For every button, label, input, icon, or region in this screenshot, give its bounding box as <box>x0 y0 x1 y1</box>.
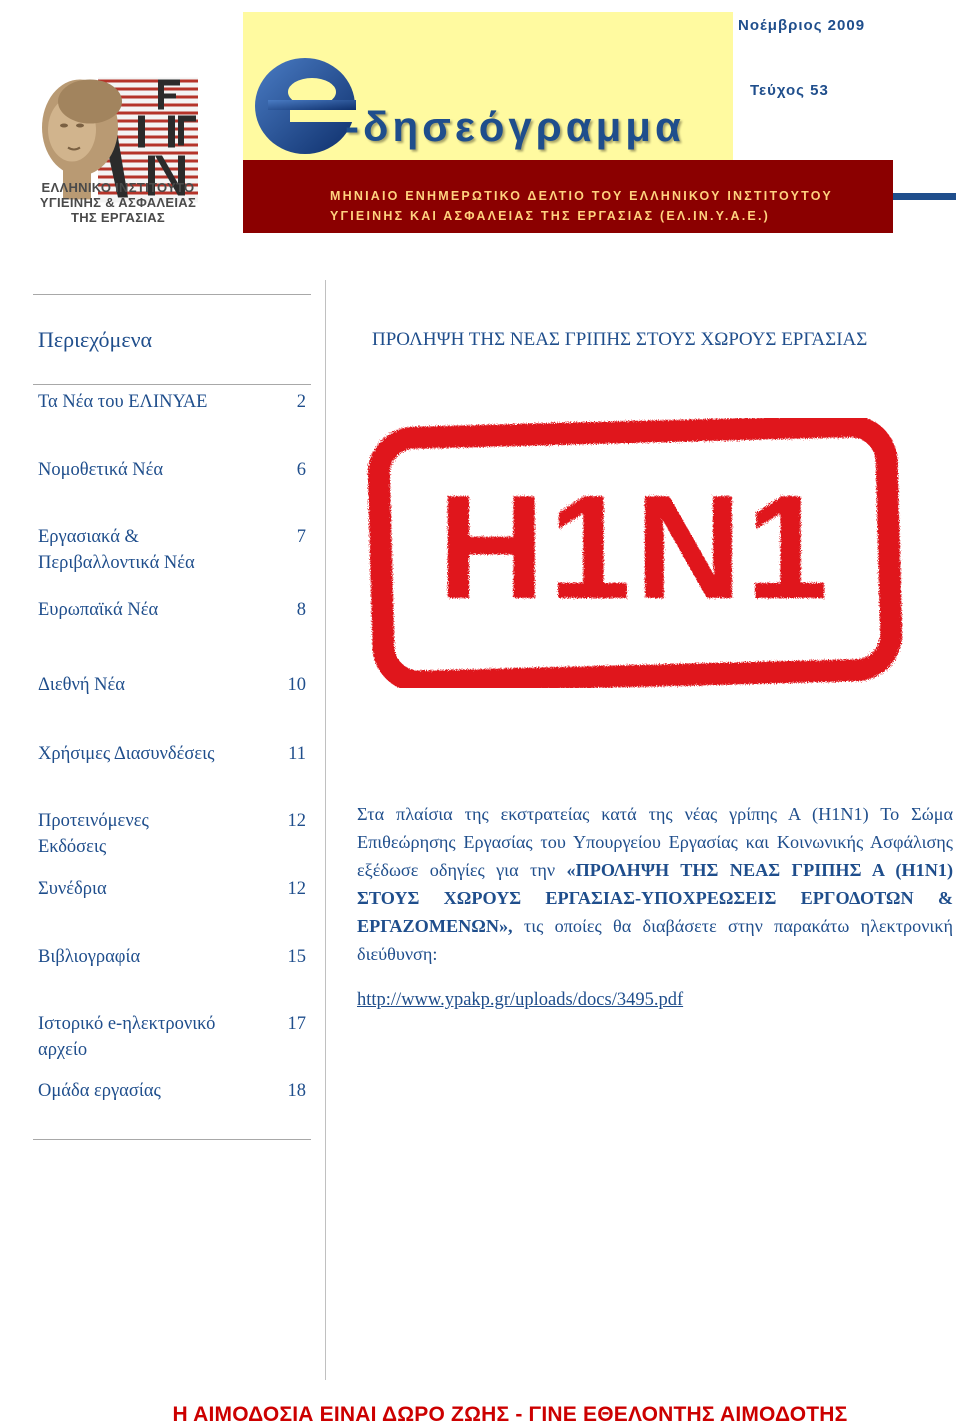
toc-item-legislation-news[interactable]: Νομοθετικά Νέα <box>38 460 164 480</box>
toc-heading-rule <box>33 384 311 385</box>
toc-bottom-rule <box>33 1139 311 1140</box>
issue-number: Τεύχος 53 <box>750 82 829 99</box>
toc-page-number: 2 <box>296 392 306 412</box>
article-body-bold-title: «ΠΡΟΛΗΨΗ ΤΗΣ ΝΕΑΣ ΓΡΙΠΗΣ Α (Η1Ν1) ΣΤΟΥΣ ΧΩΡΟΥΣ ΕΡΓΑΣΙΑΣ-ΥΠΟΧΡΕΩΣΕΙΣ ΕΡΓΟΔΟΤΩΝ & ΕΡΓΑΖΟΜΕΝΩΝ», <box>357 860 953 936</box>
newsletter-title: -δησεόγραμμα <box>345 103 685 150</box>
h1n1-stamp-image <box>363 418 903 688</box>
e-logo-icon <box>250 48 360 158</box>
toc-page-number: 18 <box>287 1081 306 1101</box>
issue-date: Νοέμβριος 2009 <box>738 17 866 34</box>
toc-item-archive[interactable]: Ιστορικό e-ηλεκτρονικό αρχείο <box>38 1014 216 1060</box>
toc-item-useful-links[interactable]: Χρήσιμες Διασυνδέσεις <box>38 744 215 764</box>
toc-page-number: 12 <box>287 879 306 899</box>
toc-page-number: 11 <box>288 744 306 764</box>
subtitle-line-2: ΥΓΙΕΙΝΗΣ ΚΑΙ ΑΣΦΑΛΕΙΑΣ ΤΗΣ ΕΡΓΑΣΙΑΣ (ΕΛ.ΙΝ.Υ.Α.Ε.) <box>330 209 770 223</box>
toc-page-number: 12 <box>287 811 306 831</box>
toc-item-working-group[interactable]: Ομάδα εργασίας <box>38 1081 161 1101</box>
toc-item-european-news[interactable]: Ευρωπαϊκά Νέα <box>38 600 159 620</box>
footer-slogan: Η ΑΙΜΟΔΟΣΙΑ ΕΙΝΑΙ ΔΩΡΟ ΖΩΗΣ - ΓΙΝΕ ΕΘΕΛΟΝΤΗΣ ΑΙΜΟΔΟΤΗΣ <box>172 1403 848 1426</box>
toc-top-rule <box>33 294 311 295</box>
toc-page-number: 6 <box>296 460 306 480</box>
toc-item-bibliography[interactable]: Βιβλιογραφία <box>38 947 141 967</box>
toc-item-recommended-publications[interactable]: Προτεινόμενες Εκδόσεις <box>38 811 149 857</box>
toc-page-number: 15 <box>287 947 306 967</box>
document-link[interactable]: http://www.ypakp.gr/uploads/docs/3495.pdf <box>357 990 684 1010</box>
newsletter-subtitle <box>330 186 833 226</box>
stamp-text: H1N1 <box>437 465 833 630</box>
logo-caption-line: ΕΛΛΗΝΙΚΟ ΙΝΣΤΙΤΟΥΤΟ <box>41 180 195 195</box>
toc-page-number: 7 <box>296 527 306 547</box>
article-heading: ΠΡΟΛΗΨΗ ΤΗΣ ΝΕΑΣ ΓΡΙΠΗΣ ΣΤΟΥΣ ΧΩΡΟΥΣ ΕΡΓΑΣΙΑΣ <box>372 329 868 350</box>
toc-item-conferences[interactable]: Συνέδρια <box>38 879 107 899</box>
toc-heading: Περιεχόμενα <box>38 327 153 352</box>
article-body-end: τις οποίες θα διαβάσετε στην παρακάτω ηλεκτρονική διεύθυνση: <box>357 916 953 964</box>
article-body <box>357 800 953 968</box>
toc-page-number: 17 <box>287 1014 306 1034</box>
logo-caption <box>18 180 218 225</box>
logo-caption-line: ΥΓΙΕΙΝΗΣ & ΑΣΦΑΛΕΙΑΣ <box>39 195 197 210</box>
header-accent-bar <box>893 193 956 200</box>
toc-item-labour-environment-news[interactable]: Εργασιακά & Περιβαλλοντικά Νέα <box>38 527 195 573</box>
toc-page-number: 10 <box>287 675 306 695</box>
toc-item-elinyae-news[interactable]: Τα Νέα του ΕΛΙΝΥΑΕ <box>38 392 208 412</box>
sidebar-divider <box>325 280 326 1380</box>
article-body-intro: Στα πλαίσια της εκστρατείας κατά της νέας γρίπης Α (Η1Ν1) Το Σώμα Επιθεώρησης Εργασίας του Υπουργείου Εργασίας και Κοινωνικής Ασφάλισης εξέδωσε οδηγίες για την <box>357 804 953 880</box>
subtitle-line-1: ΜΗΝΙΑΙΟ ΕΝΗΜΕΡΩΤΙΚΟ ΔΕΛΤΙΟ ΤΟΥ ΕΛΛΗΝΙΚΟΥ ΙΝΣΤΙΤΟΥΤΟΥ <box>330 189 833 203</box>
logo-caption-line: ΤΗΣ ΕΡΓΑΣΙΑΣ <box>70 210 166 225</box>
toc-item-international-news[interactable]: Διεθνή Νέα <box>38 675 125 695</box>
toc-page-number: 8 <box>296 600 306 620</box>
